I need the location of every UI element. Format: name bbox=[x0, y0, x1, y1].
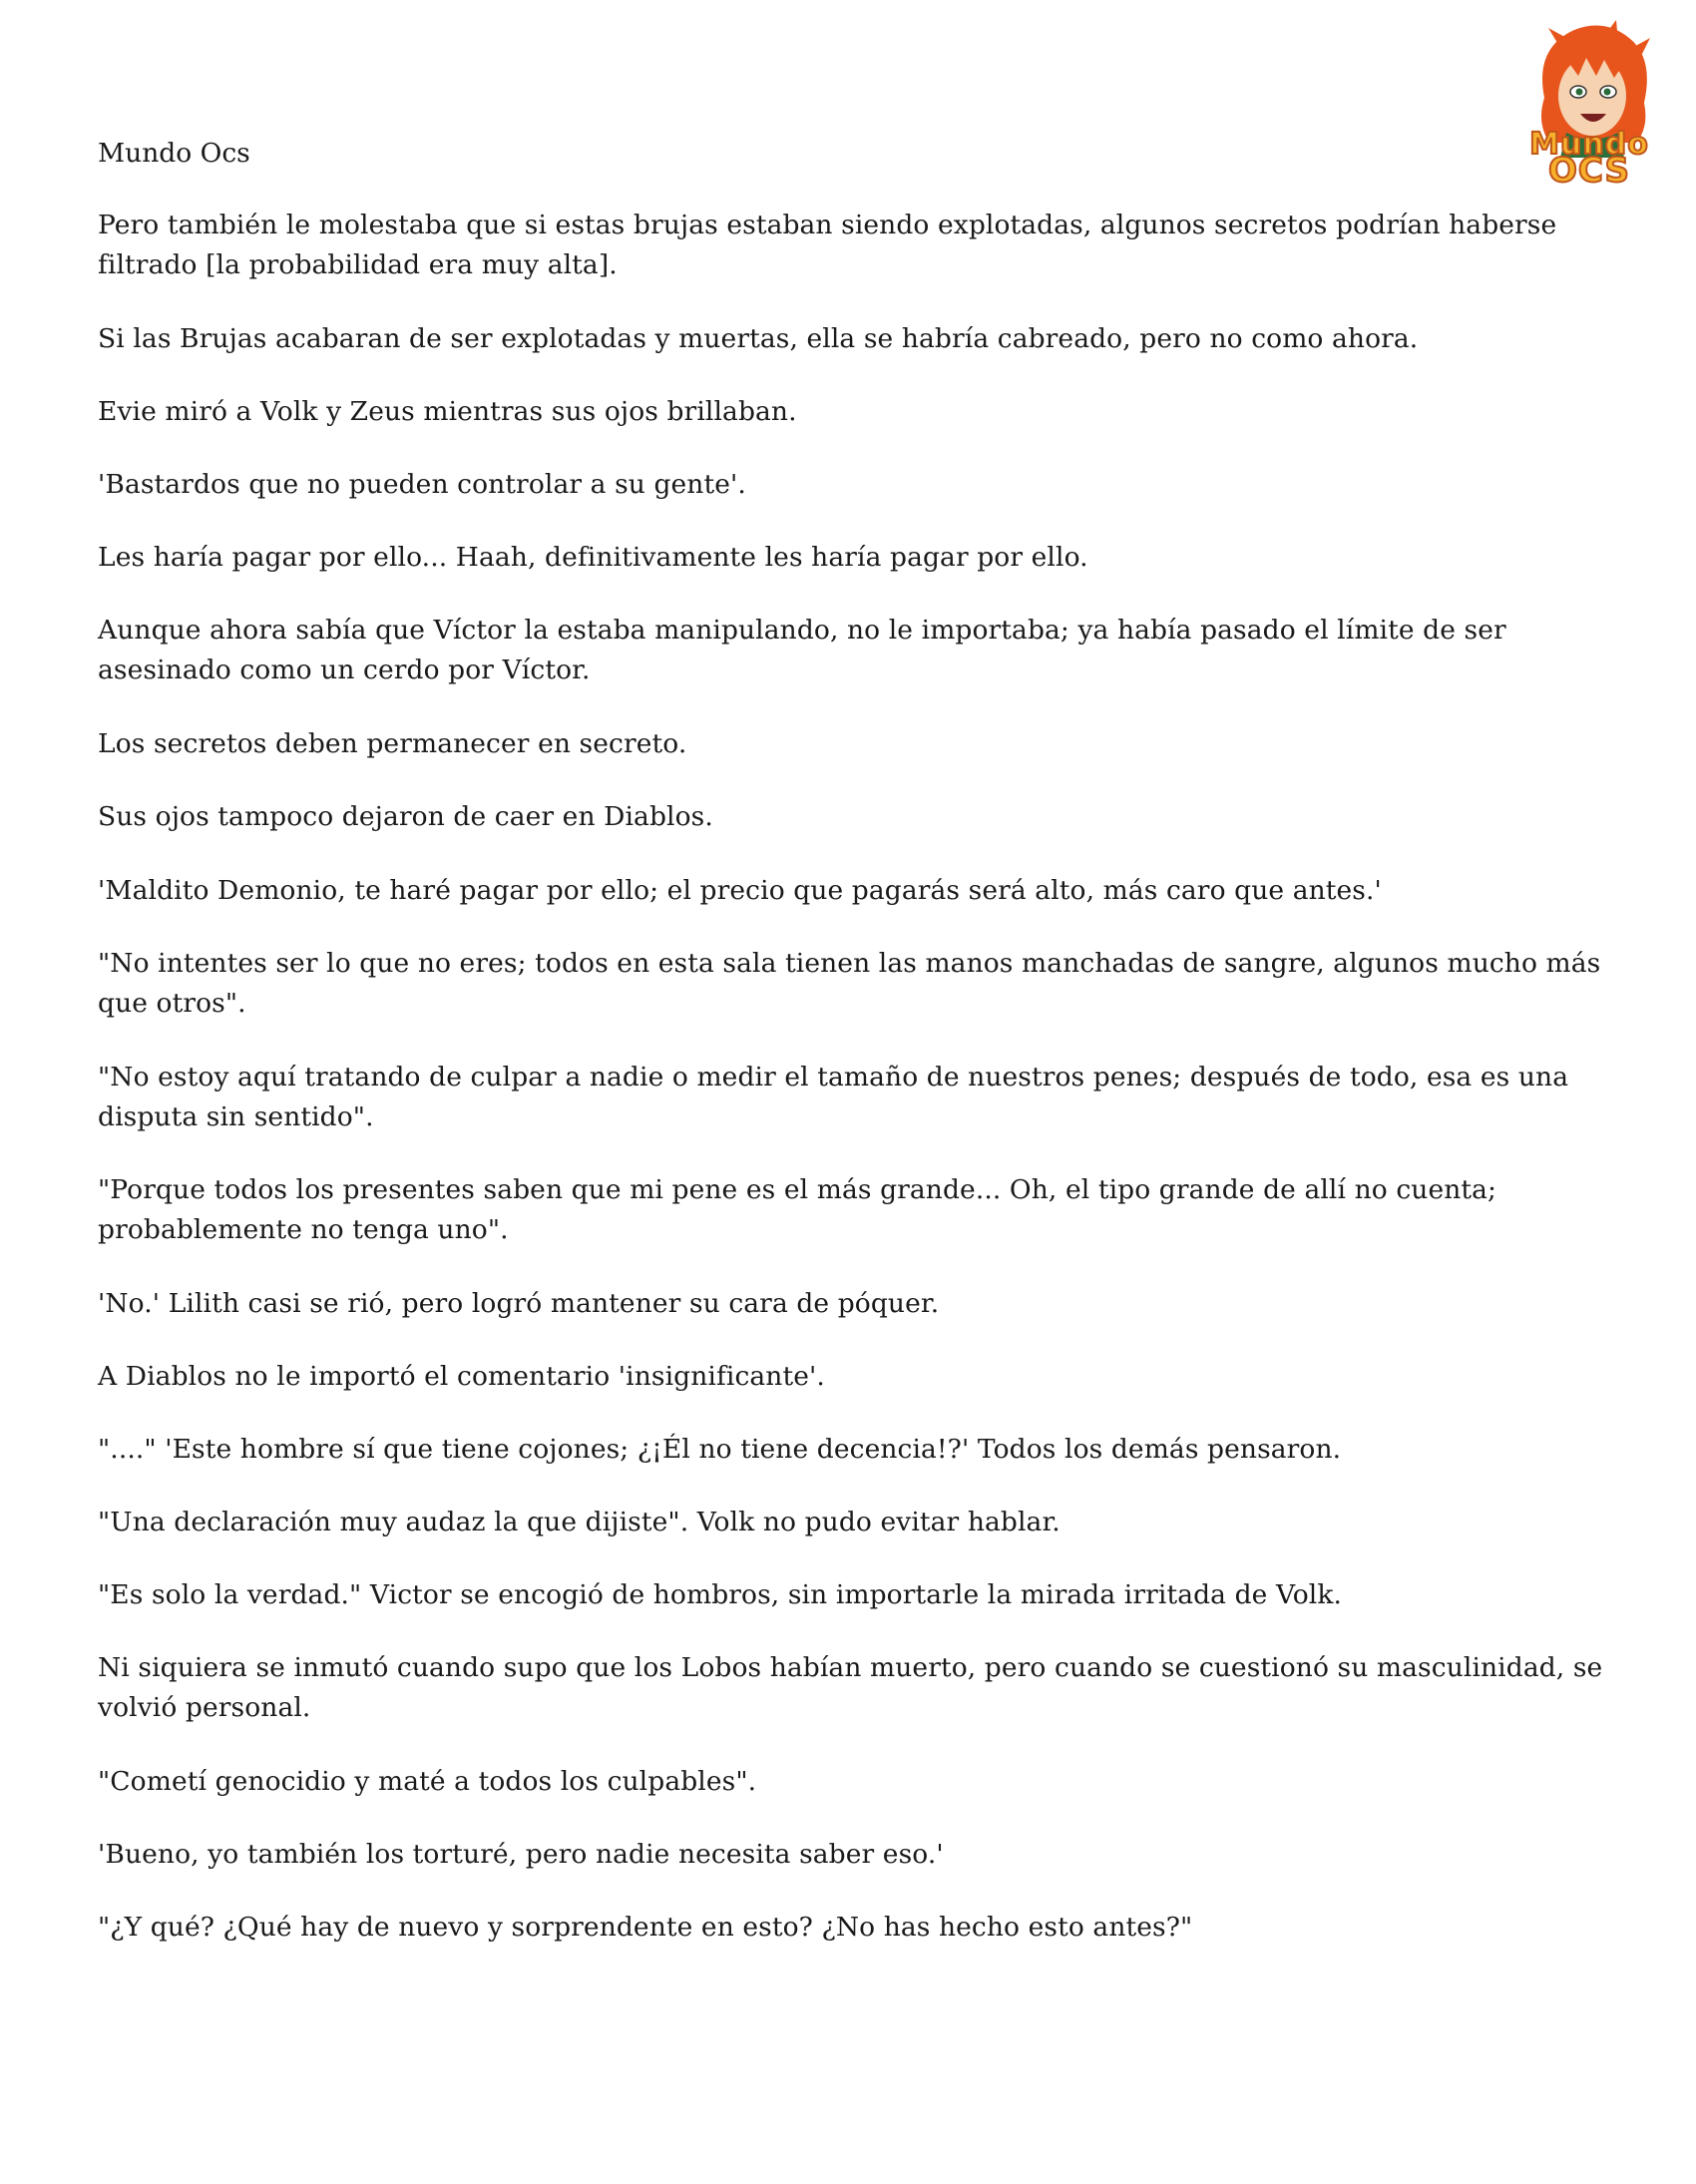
paragraph: "Cometí genocidio y maté a todos los culpables". bbox=[98, 1766, 757, 1797]
paragraph: Si las Brujas acabaran de ser explotadas y muertas, ella se habría cabreado, pero no como ahora. bbox=[98, 323, 1419, 354]
paragraph: "Porque todos los presentes saben que mi pene es el más grande... Oh, el tipo grande de allí no cuenta; probablemente no tenga uno". bbox=[98, 1174, 1497, 1245]
paragraph: Evie miró a Volk y Zeus mientras sus ojos brillaban. bbox=[98, 396, 797, 427]
logo-line1: Mundo bbox=[1529, 127, 1649, 162]
paragraph: Aunque ahora sabía que Víctor la estaba manipulando, no le importaba; ya había pasado el límite de ser asesinado como un cerdo por Víctor. bbox=[98, 615, 1506, 685]
header-title: Mundo Ocs bbox=[98, 138, 250, 169]
paragraph: "Es solo la verdad." Victor se encogió de hombros, sin importarle la mirada irritada de Volk. bbox=[98, 1579, 1343, 1610]
paragraph: Los secretos deben permanecer en secreto. bbox=[98, 728, 687, 759]
paragraph: "No estoy aquí tratando de culpar a nadie o medir el tamaño de nuestros penes; después de todo, esa es una disputa sin sentido". bbox=[98, 1062, 1569, 1132]
paragraph: Les haría pagar por ello... Haah, definitivamente les haría pagar por ello. bbox=[98, 542, 1088, 573]
paragraph: 'Bastardos que no pueden controlar a su gente'. bbox=[98, 469, 746, 500]
paragraph: "...." 'Este hombre sí que tiene cojones; ¿¡Él no tiene decencia!?' Todos los demás pensaron. bbox=[98, 1434, 1342, 1465]
paragraph: A Diablos no le importó el comentario 'insignificante'. bbox=[98, 1361, 825, 1392]
logo-line2: OCS bbox=[1548, 151, 1630, 191]
logo-wordmark bbox=[1504, 127, 1674, 191]
paragraph: "Una declaración muy audaz la que dijiste". Volk no pudo evitar hablar. bbox=[98, 1507, 1060, 1537]
paragraph: 'No.' Lilith casi se rió, pero logró mantener su cara de póquer. bbox=[98, 1288, 940, 1319]
paragraph: "No intentes ser lo que no eres; todos en esta sala tienen las manos manchadas de sangre, algunos mucho más que otros". bbox=[98, 948, 1601, 1019]
paragraph: "¿Y qué? ¿Qué hay de nuevo y sorprendente en esto? ¿No has hecho esto antes?" bbox=[98, 1912, 1193, 1943]
paragraph: 'Maldito Demonio, te haré pagar por ello; el precio que pagarás será alto, más caro que antes.' bbox=[98, 875, 1382, 906]
mundo-ocs-logo bbox=[1504, 18, 1674, 191]
paragraph: Ni siquiera se inmutó cuando supo que los Lobos habían muerto, pero cuando se cuestionó su masculinidad, se volvió personal. bbox=[98, 1652, 1603, 1723]
paragraph: Sus ojos tampoco dejaron de caer en Diablos. bbox=[98, 801, 713, 832]
paragraph: 'Bueno, yo también los torturé, pero nadie necesita saber eso.' bbox=[98, 1839, 944, 1870]
paragraph: Pero también le molestaba que si estas brujas estaban siendo explotadas, algunos secretos podrían haberse filtrado [la probabilidad era muy alta]. bbox=[98, 210, 1557, 280]
